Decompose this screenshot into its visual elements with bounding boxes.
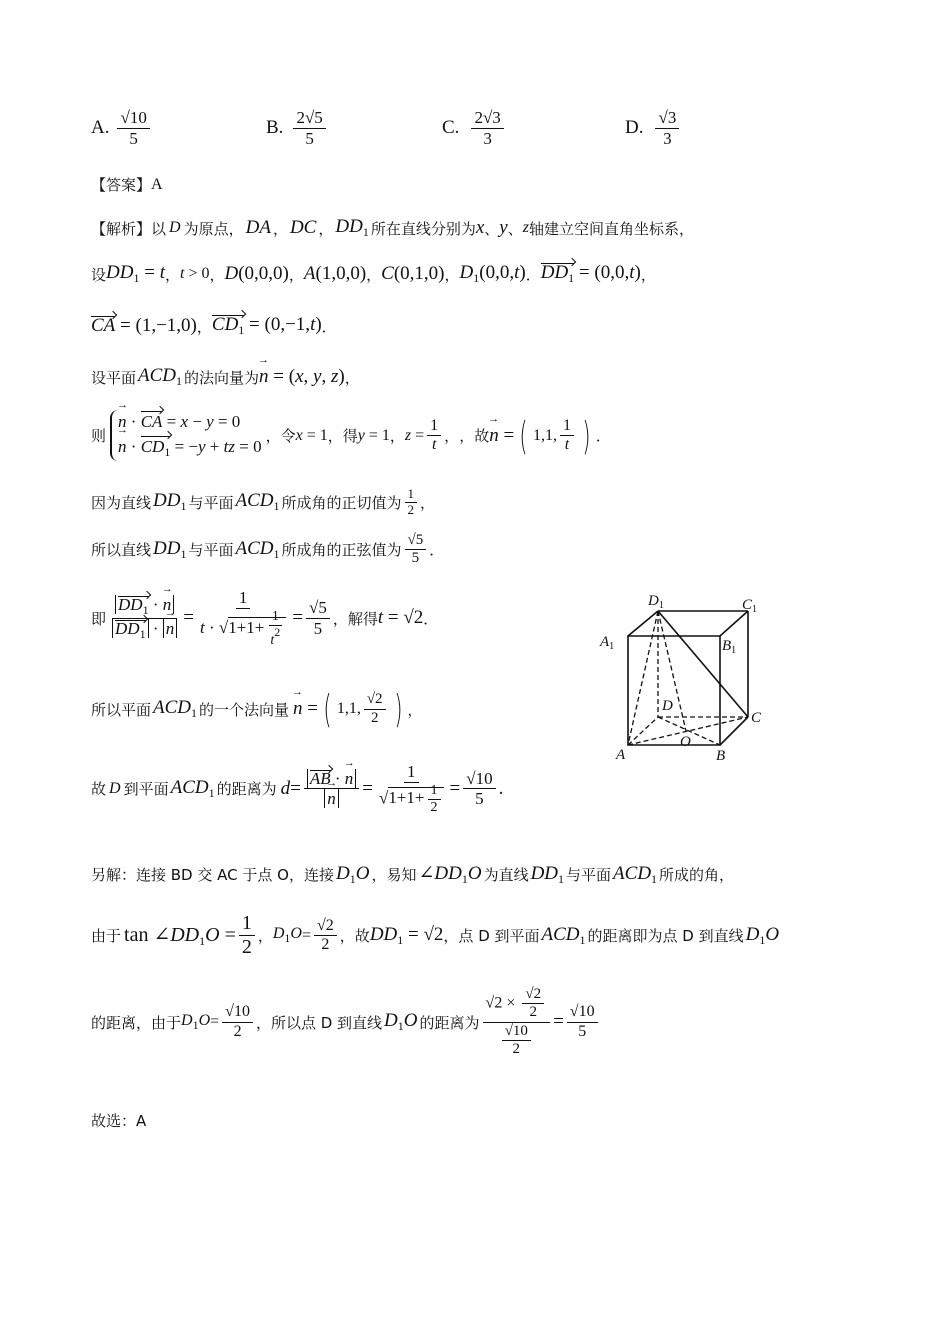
- math: $ACD_1$: [235, 490, 280, 514]
- text: 因为直线: [91, 493, 152, 512]
- math: $DD_1 = (0,0,t)$: [540, 262, 641, 285]
- analysis-line-5: 则 → n · CA = x − y = 0 → $n \cdot CD_1 = -y$ + tz = 0 ，令 x = 1 ，得 y = 1 ， z = $\frac{1}{t}$ ， ，故 → n = ( 1,1, $\frac{1}{t}$ ) ．: [91, 410, 611, 461]
- text: 与平面: [188, 493, 234, 512]
- math: $DD_1$: [335, 216, 369, 239]
- option-letter: B.: [266, 117, 284, 139]
- math: $ACD_1$: [235, 537, 280, 561]
- math: $D_1(0,0,t)$: [459, 262, 526, 285]
- math: $DD_1 = √2$: [369, 923, 444, 947]
- math: → n = (x, y, z): [259, 366, 345, 388]
- math: $D_1O$: [335, 862, 370, 886]
- answer-line: [91, 174, 163, 195]
- text: 另解：连接 BD 交 AC 于点 O，连接: [91, 866, 334, 884]
- math: $\tan \angle DD_1O$ =: [124, 924, 236, 948]
- edge-a-d: [628, 717, 658, 745]
- analysis-line-2: 设 $DD_1 = t$ ， t > 0 ， D(0,0,0) ， A(1,0,0) ， C(0,1,0) ， $D_1(0,0,t)$ ． $DD_1 = (0,0,t)$ ，: [91, 262, 656, 285]
- label-o: O: [680, 734, 691, 750]
- equation-system: → n · CA = x − y = 0 → $n \cdot CD_1 = -y$ + tz = 0: [110, 410, 262, 461]
- math: $D_1O$: [181, 1011, 211, 1032]
- text: 的距离为: [216, 780, 277, 799]
- text: 所以直线: [91, 541, 152, 560]
- option-d: [625, 108, 682, 148]
- answer-value: A: [151, 175, 163, 193]
- math: z: [522, 219, 529, 236]
- text: ，令: [265, 427, 296, 446]
- math: $DD_1$: [530, 862, 565, 886]
- math: z =: [404, 426, 425, 444]
- analysis-line-3: CA = (1,−1,0) ， $CD_1 = (0,-1,t)$ ．: [91, 314, 337, 337]
- math: $ACD_1$: [613, 862, 658, 886]
- label-c1: $C_1$: [742, 597, 758, 615]
- analysis-line-1: 【解析】 以 D 为原点， DA ， DC ， $DD_1$ 所在直线分别为 x 、 y 、 z 轴建立空间直角坐标系，: [91, 216, 694, 239]
- math: D(0,0,0): [224, 263, 289, 284]
- math: $ACD_1$: [153, 697, 198, 720]
- option-numerator: √10: [117, 108, 149, 129]
- text: 所在直线分别为: [370, 219, 476, 238]
- text: 的法向量为: [184, 368, 260, 387]
- analysis-line-13: 的距离，由于 $D_1O$ = $\frac{√10}{2}$ ，所以点 D 到直线 $D_1O$ 的距离为 √2 × $\frac{√2}{2}$ $\frac{√10}{2}$ = $\frac{√10}{5}$: [91, 986, 601, 1058]
- math: D: [169, 219, 181, 236]
- edge-d1-a: [628, 611, 658, 745]
- text: 设: [91, 265, 107, 284]
- option-numerator: √3: [655, 108, 679, 129]
- math: AB · → n → n: [304, 769, 359, 809]
- text: ，故: [339, 927, 370, 945]
- option-numerator: 2√5: [293, 108, 325, 129]
- math: $D_1O$: [272, 925, 302, 945]
- text: 为原点，: [183, 219, 244, 238]
- edge-b-c: [720, 717, 748, 745]
- text: 为直线: [483, 866, 529, 884]
- option-numerator: 2√3: [471, 108, 503, 129]
- cube-front-face: [628, 636, 720, 745]
- option-denominator: 3: [663, 128, 672, 148]
- text: ，得: [327, 427, 358, 446]
- text: 由于: [91, 927, 122, 945]
- edge-a1-d1: [628, 611, 658, 636]
- math: DC: [289, 217, 317, 238]
- math: 1 t · √1+1+ $\frac{1}{t2}$: [197, 588, 289, 649]
- math: C(0,1,0): [381, 263, 445, 284]
- math: → n =: [489, 425, 514, 447]
- final-answer: [91, 1110, 146, 1131]
- option-letter: C.: [442, 117, 460, 139]
- text: 故: [91, 780, 107, 799]
- text: ，解得: [332, 609, 378, 628]
- text: ，故: [459, 427, 490, 446]
- text: 所以平面: [91, 700, 152, 719]
- option-letter: D.: [625, 117, 644, 139]
- text: 所成角的正切值为: [281, 493, 402, 512]
- analysis-line-7: 所以直线 $DD_1$ 与平面 $ACD_1$ 所成角的正弦值为 $\frac{√5}{5}$ ．: [91, 532, 445, 567]
- math: 1 √1+1+ $\frac{1}{2}$: [376, 762, 447, 816]
- math: t = √2: [377, 607, 424, 629]
- label-d: D: [662, 698, 673, 714]
- math: $ACD_1$: [541, 923, 586, 947]
- math: $CD_1 = (0,-1,t)$: [211, 314, 322, 337]
- math: → n =: [293, 698, 318, 720]
- label-d1: $D_1$: [648, 593, 664, 611]
- math: DA: [245, 217, 271, 238]
- math: t > 0: [179, 265, 210, 282]
- option-denominator: 3: [483, 128, 492, 148]
- text: 设平面: [91, 368, 137, 387]
- cube-diagram: [596, 589, 776, 769]
- label-b: B: [716, 748, 726, 764]
- analysis-label: 【解析】: [91, 219, 152, 238]
- text: 与平面: [566, 866, 612, 884]
- math: $D_1O$: [745, 923, 780, 947]
- text: 的距离即为点 D 到直线: [587, 927, 744, 945]
- text: 轴建立空间直角坐标系，: [528, 219, 694, 238]
- math: $DD_1$: [153, 490, 187, 514]
- option-denominator: 5: [305, 128, 314, 148]
- math: CA = (1,−1,0): [91, 315, 197, 336]
- edge-b1-c1: [720, 611, 748, 636]
- text: 以: [151, 219, 167, 238]
- math: y = 1: [357, 426, 390, 444]
- math: $DD_1 = t$: [106, 262, 165, 285]
- option-letter: A.: [91, 117, 110, 139]
- analysis-line-9: 所以平面 $ACD_1$ 的一个法向量 → n = ( 1,1, $\frac{√2}{2}$ ) ，: [91, 690, 422, 728]
- option-denominator: 5: [129, 128, 138, 148]
- math: √2 × $\frac{√2}{2}$ $\frac{√10}{2}$: [483, 986, 551, 1058]
- text: 故选：A: [91, 1112, 147, 1130]
- text: 的一个法向量: [199, 700, 290, 719]
- math: $DD_1$: [153, 537, 187, 561]
- text: 所成的角，: [659, 866, 735, 884]
- text: 即: [91, 609, 107, 628]
- label-c: C: [751, 710, 762, 726]
- math: $ACD_1$: [138, 365, 183, 388]
- text: 到平面: [123, 780, 169, 799]
- label-b1: $B_1$: [722, 638, 737, 656]
- math: x = 1: [295, 426, 328, 444]
- text: ，所以点 D 到直线: [255, 1013, 383, 1032]
- math: $\angle DD_1O$: [418, 863, 482, 886]
- text: ，点 D 到平面: [443, 927, 540, 945]
- text: 的距离，由于: [91, 1013, 182, 1032]
- math: x: [475, 217, 485, 238]
- text: 与平面: [188, 541, 234, 560]
- math: $D_1O$: [384, 1010, 418, 1033]
- option-c: [442, 108, 507, 148]
- analysis-line-12: 由于 $\tan \angle DD_1O$ = $\frac{1}{2}$ ， $D_1O$ = $\frac{√2}{2}$ ，故 $DD_1 = √2$ ，点 D 到平面 $ACD_1$ 的距离即为点 D 到直线 $D_1O$: [91, 912, 780, 958]
- label-a1: $A_1$: [600, 634, 615, 652]
- option-b: [266, 108, 329, 148]
- text: 所成角的正弦值为: [281, 541, 402, 560]
- label-a: A: [616, 747, 626, 763]
- text: 的距离为: [419, 1013, 480, 1032]
- math: $\frac{DD_1 \cdot \to n}{DD_1 \cdot \to n}$: [109, 595, 180, 642]
- analysis-line-11: [91, 862, 734, 887]
- text: ，易知: [371, 866, 417, 884]
- option-a: [91, 108, 153, 148]
- math: A(1,0,0): [303, 263, 367, 284]
- math: y: [499, 217, 508, 238]
- analysis-line-8: 即 $\frac{DD_1 \cdot \to n}{DD_1 \cdot \to n}$ = 1 t · √1+1+ $\frac{1}{t2}$ = $\frac{√5}{5}$ ，解得 t = √2 ．: [91, 588, 438, 649]
- answer-label: 【答案】: [91, 176, 152, 194]
- analysis-line-10: 故 D 到平面 $ACD_1$ 的距离为 d = AB · → n → n = 1 √1+1+ $\frac{1}{2}$ = $\frac{√10}{5}$ .: [91, 762, 503, 816]
- math: D: [109, 779, 121, 797]
- math: $ACD_1$: [170, 776, 215, 800]
- analysis-line-4: 设平面 $ACD_1$ 的法向量为 → n = (x, y, z) ，: [91, 365, 360, 389]
- text: 则: [91, 427, 107, 446]
- analysis-line-6: 因为直线 $DD_1$ 与平面 $ACD_1$ 所成角的正切值为 $\frac{1}{2}$ ，: [91, 486, 436, 517]
